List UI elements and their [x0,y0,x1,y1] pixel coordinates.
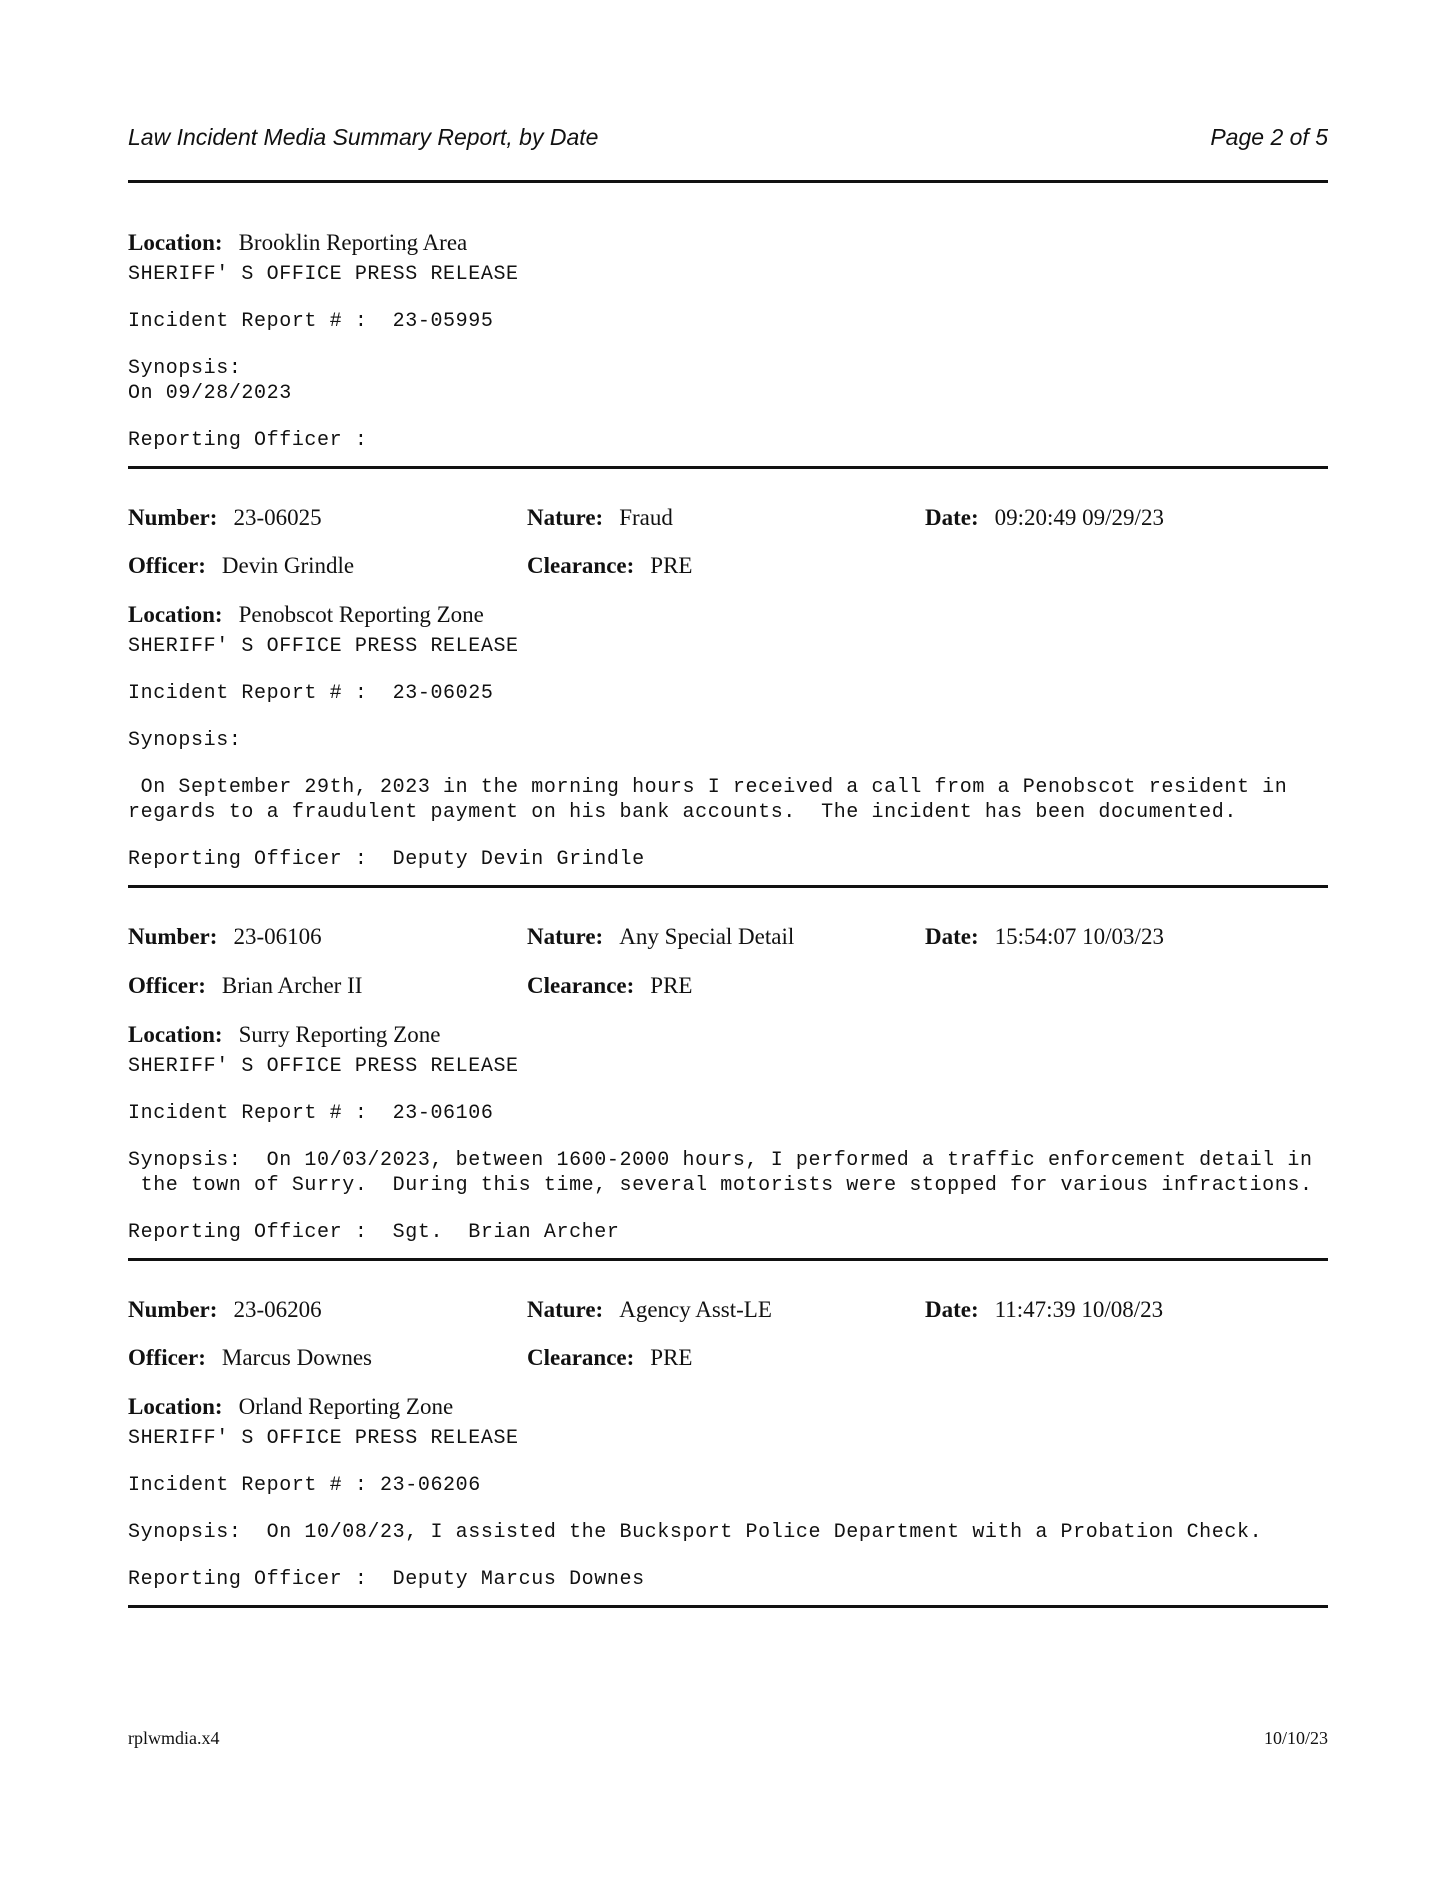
location-label: Location: [128,230,223,255]
nature-field [527,924,794,950]
location-line [128,1022,440,1048]
date-label: Date: [925,505,979,530]
date-field [925,924,1164,950]
location-line [128,230,467,256]
nature-value: Agency Asst-LE [619,1297,772,1322]
section-divider [128,466,1328,469]
clearance-value: PRE [650,1345,693,1370]
location-value: Penobscot Reporting Zone [238,602,484,627]
header-divider [128,180,1328,183]
press-release-line: SHERIFF' S OFFICE PRESS RELEASE [128,1055,519,1078]
report-title: Law Incident Media Summary Report, by Date [128,124,599,150]
date-value: 15:54:07 10/03/23 [994,924,1164,949]
officer-value: Brian Archer II [221,973,363,998]
footer-report-code: rplwmdia.x4 [128,1728,220,1748]
synopsis-text: the town of Surry. During this time, several motorists were stopped for various infractions. [128,1174,1313,1197]
synopsis-label: Synopsis: [128,357,242,380]
report-header [128,124,1328,158]
press-release-line: SHERIFF' S OFFICE PRESS RELEASE [128,635,519,658]
nature-field [527,505,673,531]
officer-label: Officer: [128,1345,206,1370]
reporting-officer: Reporting Officer : [128,429,368,452]
incident-report-number: Incident Report # : 23-06106 [128,1102,494,1125]
officer-label: Officer: [128,973,206,998]
reporting-officer: Reporting Officer : Sgt. Brian Archer [128,1221,620,1244]
date-label: Date: [925,1297,979,1322]
clearance-label: Clearance: [527,1345,635,1370]
date-value: 09:20:49 09/29/23 [994,505,1164,530]
clearance-label: Clearance: [527,973,635,998]
clearance-field [527,973,692,999]
section-divider [128,1258,1328,1261]
location-value: Surry Reporting Zone [238,1022,441,1047]
clearance-field [527,553,692,579]
synopsis-text: On 09/28/2023 [128,382,292,405]
location-line [128,602,484,628]
footer-date: 10/10/23 [1263,1728,1328,1748]
section-divider [128,1605,1328,1608]
synopsis-text: Synopsis: On 10/03/2023, between 1600-2000 hours, I performed a traffic enforcement detail in [128,1149,1313,1172]
clearance-field [527,1345,692,1371]
press-release-line: SHERIFF' S OFFICE PRESS RELEASE [128,263,519,286]
press-release-line: SHERIFF' S OFFICE PRESS RELEASE [128,1427,519,1450]
synopsis-text: regards to a fraudulent payment on his bank accounts. The incident has been documented. [128,801,1237,824]
officer-value: Marcus Downes [221,1345,372,1370]
incident-report-number: Incident Report # : 23-06206 [128,1474,481,1497]
date-value: 11:47:39 10/08/23 [994,1297,1164,1322]
number-field [128,924,322,950]
date-label: Date: [925,924,979,949]
number-label: Number: [128,924,218,949]
clearance-value: PRE [650,973,693,998]
incident-report-number: Incident Report # : 23-06025 [128,682,494,705]
number-field [128,1297,322,1323]
nature-value: Any Special Detail [619,924,795,949]
officer-value: Devin Grindle [221,553,355,578]
location-label: Location: [128,1022,223,1047]
page-number: Page 2 of 5 [1210,124,1328,150]
location-label: Location: [128,1394,223,1419]
nature-label: Nature: [527,924,604,949]
synopsis-text: Synopsis: On 10/08/23, I assisted the Bucksport Police Department with a Probation Check. [128,1521,1263,1544]
officer-label: Officer: [128,553,206,578]
synopsis-text: On September 29th, 2023 in the morning hours I received a call from a Penobscot resident in [128,776,1288,799]
nature-label: Nature: [527,1297,604,1322]
officer-field [128,1345,372,1371]
number-label: Number: [128,505,218,530]
nature-label: Nature: [527,505,604,530]
number-value: 23-06025 [233,505,322,530]
reporting-officer: Reporting Officer : Deputy Marcus Downes [128,1568,645,1591]
location-value: Orland Reporting Zone [238,1394,454,1419]
clearance-label: Clearance: [527,553,635,578]
location-line [128,1394,453,1420]
date-field [925,1297,1163,1323]
number-label: Number: [128,1297,218,1322]
number-field [128,505,322,531]
officer-field [128,973,362,999]
number-value: 23-06106 [233,924,322,949]
incident-report-number: Incident Report # : 23-05995 [128,310,494,333]
location-label: Location: [128,602,223,627]
location-value: Brooklin Reporting Area [238,230,468,255]
reporting-officer: Reporting Officer : Deputy Devin Grindle [128,848,645,871]
nature-value: Fraud [619,505,673,530]
section-divider [128,885,1328,888]
number-value: 23-06206 [233,1297,322,1322]
clearance-value: PRE [650,553,693,578]
date-field [925,505,1164,531]
officer-field [128,553,354,579]
nature-field [527,1297,772,1323]
synopsis-label: Synopsis: [128,729,242,752]
